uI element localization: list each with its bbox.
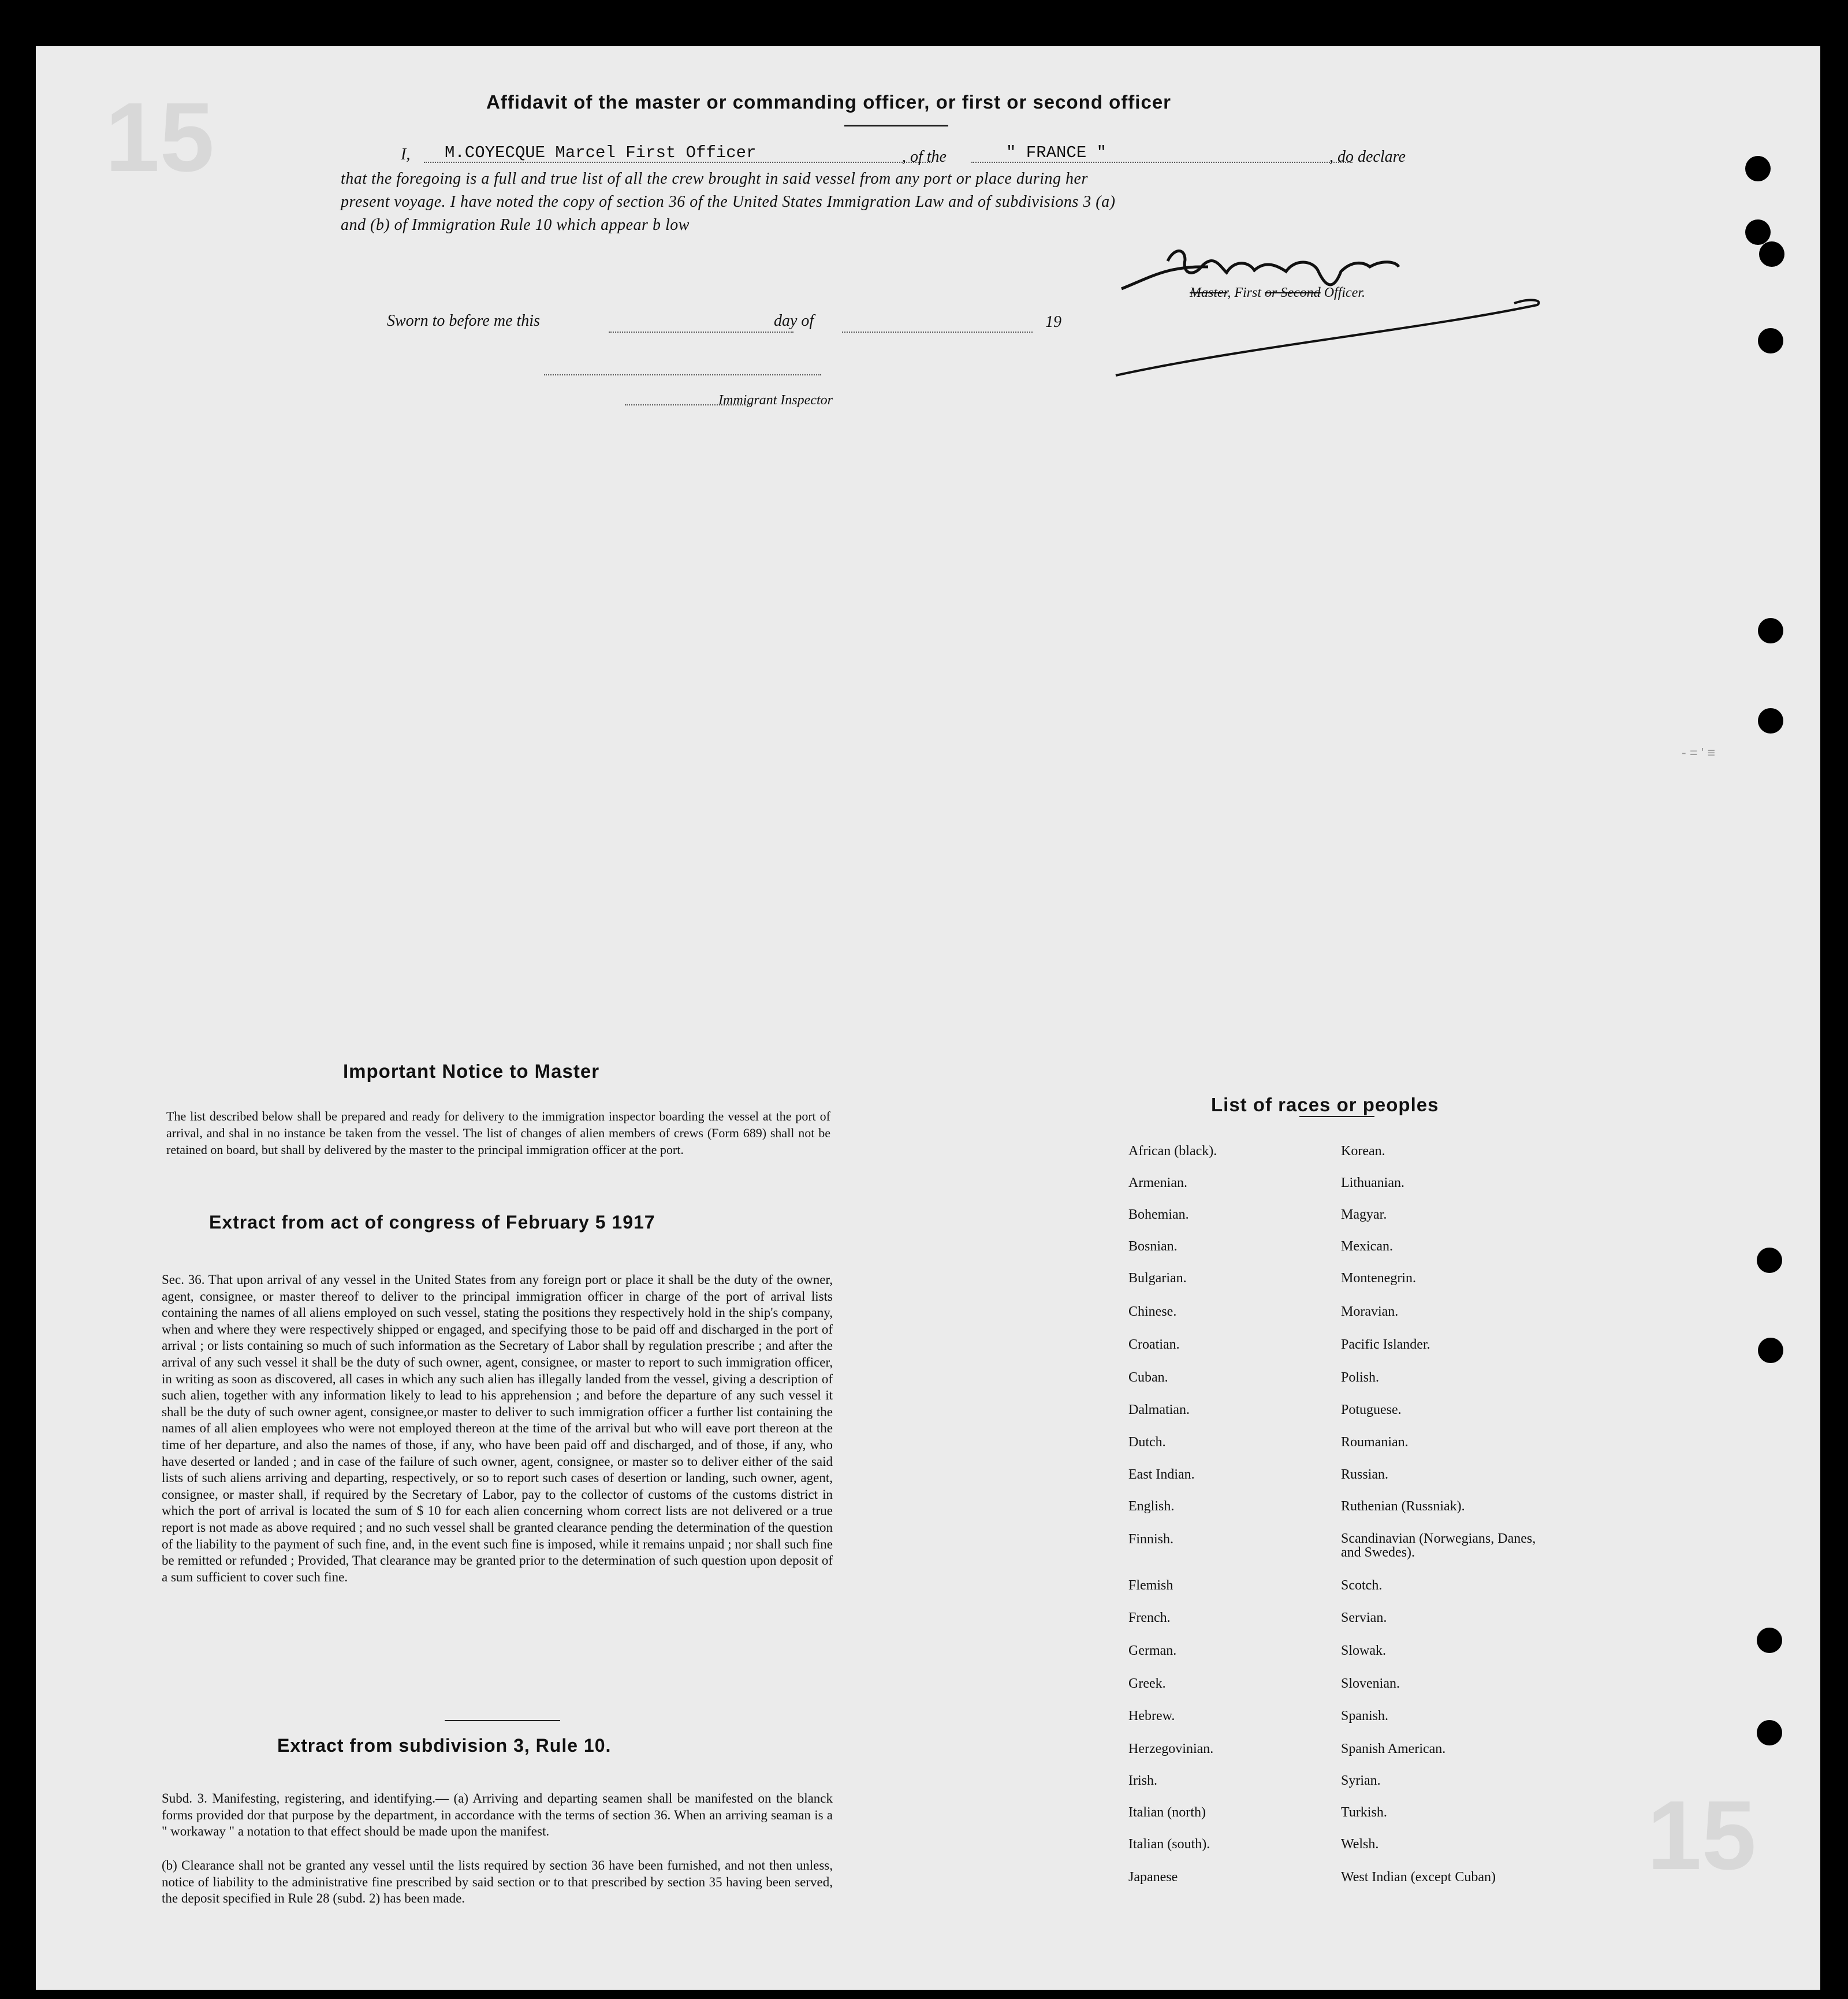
page-number-stamp-top: 15 — [105, 83, 215, 192]
race-item: French. — [1128, 1610, 1171, 1625]
race-item: Moravian. — [1341, 1304, 1399, 1319]
race-item: Pacific Islander. — [1341, 1337, 1430, 1352]
race-item: Slovenian. — [1341, 1676, 1400, 1691]
extract-rule-text: Subd. 3. Manifesting, registering, and identifying.— (a) Arriving and departing seamen shall be manifested on the blanck forms provided dor that purpose by the department, in accordance with the terms of section 36. When an arriving seaman is a " workaway " a notation to that effect should be made upon the manifest. — [162, 1791, 833, 1839]
race-item: Armenian. — [1128, 1175, 1187, 1190]
affidavit-line-3: present voyage. I have noted the copy of section 36 of the United States Immigration Law and of subdivisions 3 (a) — [341, 193, 1116, 211]
vessel-name: " FRANCE " — [1006, 143, 1107, 162]
races-title-underline — [1299, 1116, 1374, 1117]
race-item: Magyar. — [1341, 1207, 1387, 1222]
of-the-text: , of the — [902, 148, 947, 166]
inspector-signature-line — [544, 374, 821, 375]
binder-hole — [1757, 1720, 1782, 1745]
race-item: East Indian. — [1128, 1467, 1195, 1482]
notice-title: Important Notice to Master — [343, 1060, 600, 1082]
extract-act-text: Sec. 36. That upon arrival of any vessel in the United States from any foreign port or place it shall be the duty of the owner, agent, consignee, or master thereof to deliver to the principal immigration officer in charge of the port of arrival lists containing the names of all aliens employed on such vessel, stating the positions they respectively hold in the ship's company, when and where they were respectively shipped or engaged, and specifying those to be paid off and discharged in the port of arrival ; or lists containing so much of such information as the Secretary of Labor shall by regulation prescribe ; and after the arrival of any such vessel it shall be the duty of such owner, agent, consignee, or master to report to such immigration officer, in writing as soon as discovered, all cases in which any such alien has illegally landed from the vessel, giving a description of such alien, together with any information likely to lead to his apprehension ; and before the departure of any such vessel it shall be the duty of such owner agent, consignee,or master to deliver to such immigration officer a further list containing the names of all alien employees who were not employed thereon at the time of the arrival but who will eave port thereon at the time of her departure, and also the names of those, if any, who have been paid off and discharged, and of those, if any, who have deserted or landed ; and in case of the failure of such owner, agent, consignee, or master so to deliver either of the said lists of such aliens arriving and departing, respectively, or so to report such cases of desertion or landing, such owner, agent, consignee, or master shall, if required by the Secretary of Labor, pay to the collector of customs of the customs district in which the port of arrival is located the sum of $ 10 for each alien concerning whom correct lists are not delivered or a true report is not made as above required ; and no such vessel shall be granted clearance pending the determination of the question of the liability to the payment of such fine, and, in the event such fine is imposed, while it remains unpaid ; nor shall such fine be remitted or refunded ; Provided, That clearance may be granted prior to the determination of such question upon deposit of a sum sufficient to cover such fine. — [162, 1272, 833, 1584]
sworn-text: Sworn to before me this — [387, 312, 540, 330]
race-item: Bosnian. — [1128, 1239, 1178, 1254]
struck-master: Master — [1190, 285, 1228, 300]
affidavit-i: I, — [401, 146, 411, 163]
extract-rule-title: Extract from subdivision 3, Rule 10. — [277, 1735, 612, 1756]
race-item: Dutch. — [1128, 1435, 1166, 1450]
struck-second: or Second — [1265, 285, 1321, 300]
binder-hole — [1758, 1338, 1783, 1363]
race-item: Lithuanian. — [1341, 1175, 1404, 1190]
race-item: Russian. — [1341, 1467, 1389, 1482]
race-item: Spanish American. — [1341, 1741, 1446, 1756]
race-item: Dalmatian. — [1128, 1402, 1190, 1417]
immigrant-inspector-label: Immigrant Inspector — [718, 393, 833, 408]
sworn-day-line — [609, 332, 793, 333]
race-item: Roumanian. — [1341, 1435, 1409, 1450]
race-item: Turkish. — [1341, 1805, 1387, 1820]
race-item: West Indian (except Cuban) — [1341, 1870, 1496, 1885]
title-rule — [844, 125, 948, 126]
race-item: African (black). — [1128, 1144, 1217, 1159]
officer-caption — [1190, 285, 1365, 301]
race-item: Scotch. — [1341, 1578, 1383, 1593]
binder-hole — [1759, 241, 1784, 267]
race-item: Polish. — [1341, 1370, 1380, 1385]
race-item: Japanese — [1128, 1870, 1178, 1885]
race-item: Hebrew. — [1128, 1708, 1175, 1723]
binder-hole — [1758, 328, 1783, 353]
document-page — [36, 46, 1820, 1990]
page-number-stamp-bottom: 15 — [1647, 1781, 1757, 1890]
race-item: Korean. — [1341, 1144, 1385, 1159]
race-item: Welsh. — [1341, 1837, 1379, 1852]
race-item: Bohemian. — [1128, 1207, 1189, 1222]
race-item: Italian (north) — [1128, 1805, 1206, 1820]
race-item: Finnish. — [1128, 1532, 1174, 1547]
race-item: Irish. — [1128, 1773, 1157, 1788]
officer-signature — [1075, 243, 1566, 404]
race-item: Croatian. — [1128, 1337, 1180, 1352]
do-declare-text: , do declare — [1329, 148, 1406, 166]
binder-hole — [1757, 1628, 1782, 1653]
caption-first: , First — [1227, 285, 1262, 300]
race-item: Potuguese. — [1341, 1402, 1402, 1417]
binder-hole — [1745, 156, 1771, 181]
binder-hole — [1757, 1248, 1782, 1273]
race-item: Montenegrin. — [1341, 1271, 1416, 1286]
faint-marks: - = ' ≡ — [1682, 745, 1716, 760]
race-item: Servian. — [1341, 1610, 1387, 1625]
race-item: Greek. — [1128, 1676, 1166, 1691]
race-item: German. — [1128, 1643, 1177, 1658]
extract-rule-text-b: (b) Clearance shall not be granted any vessel until the lists required by section 36 have been furnished, and not then unless, notice of liability to the administrative fine prescribed by said section or to that prescribed by section 35 having been served, the deposit specified in Rule 28 (subd. 2) has been made. — [162, 1858, 833, 1906]
binder-hole — [1758, 618, 1783, 643]
sworn-month-line — [842, 332, 1033, 333]
binder-hole — [1745, 219, 1771, 245]
binder-hole — [1758, 708, 1783, 734]
race-item: Cuban. — [1128, 1370, 1168, 1385]
race-item: Slowak. — [1341, 1643, 1386, 1658]
affidavit-line-2: that the foregoing is a full and true list of all the crew brought in said vessel from any port or place during her — [341, 170, 1088, 188]
race-item: Flemish — [1128, 1578, 1173, 1593]
race-item: Scandinavian (Norwegians, Danes, and Swedes). — [1341, 1531, 1536, 1560]
race-item: Italian (south). — [1128, 1837, 1210, 1852]
section-rule — [445, 1720, 560, 1721]
caption-officer: Officer. — [1324, 285, 1366, 300]
race-item: Bulgarian. — [1128, 1271, 1187, 1286]
race-item: Chinese. — [1128, 1304, 1177, 1319]
race-item: Ruthenian (Russniak). — [1341, 1499, 1465, 1514]
race-item: Mexican. — [1341, 1239, 1393, 1254]
year-text: 19 — [1045, 313, 1061, 331]
affidavit-title: Affidavit of the master or commanding officer, or first or second officer — [486, 91, 1172, 113]
race-item: English. — [1128, 1499, 1175, 1514]
races-title: List of races or peoples — [1211, 1094, 1439, 1115]
day-of-text: day of — [774, 312, 814, 330]
extract-act-title: Extract from act of congress of February 5 1917 — [209, 1212, 655, 1233]
notice-text: The list described below shall be prepared and ready for delivery to the immigration inspector boarding the vessel at the port of arrival, and shal in no instance be taken from the vessel. The list of changes of alien members of crews (Form 689) shall not be retained on board, but shall by delivered by the master to the principal immigration officer at the port. — [166, 1109, 830, 1157]
race-item: Herzegovinian. — [1128, 1741, 1214, 1756]
race-item: Syrian. — [1341, 1773, 1381, 1788]
affidavit-line-4: and (b) of Immigration Rule 10 which appear b low — [341, 216, 690, 234]
race-item: Spanish. — [1341, 1708, 1389, 1723]
officer-name: M.COYECQUE Marcel First Officer — [445, 143, 757, 162]
